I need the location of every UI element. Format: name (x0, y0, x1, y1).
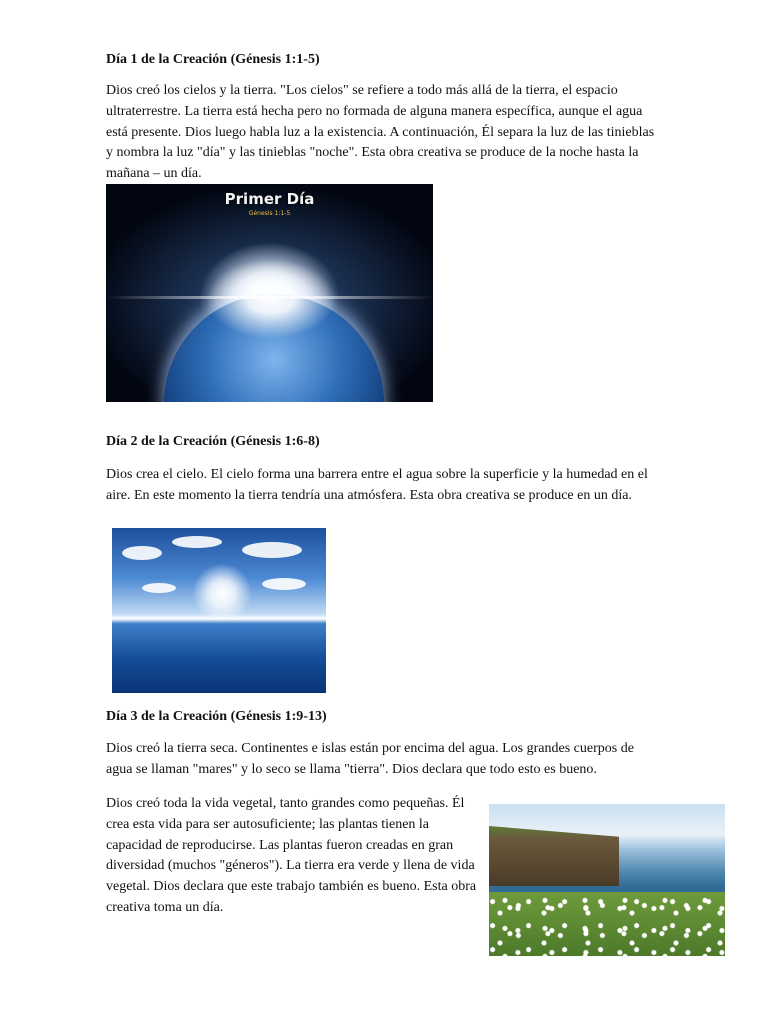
cloud (172, 536, 222, 548)
day3-image (489, 804, 725, 956)
day3-paragraph-plants: Dios creó toda la vida vegetal, tanto grandes como pequeñas. Él crea esta vida para ser autosuficiente; las plantas tienen la capacidad de reproducirse. Las plantas fueron creadas en gran diversidad (muchos "géneros"). La tierra era verde y llena de vida vegetal. Dios declara que este trabajo también es bueno. Esta obra creativa toma un día. (106, 796, 477, 915)
sun-glow (192, 563, 252, 623)
sea-cliff (489, 826, 619, 886)
day1-image-subtitle: Génesis 1:1-5 (248, 210, 291, 217)
day1-paragraph: Dios creó los cielos y la tierra. "Los cielos" se refiere a todo más allá de la tierra, el espacio ultraterrestre. La tierra está hecha pero no formada de alguna manera específica, aunque el agua está presente. Dios luego habla luz a la existencia. A continuación, Él separa la luz de las tinieblas y nombra la luz "día" y las tinieblas "noche". Esta obra creativa se produce de la noche hasta la mañana – un día. (106, 83, 655, 182)
day1-image-title: Primer Día (224, 190, 315, 208)
day1-heading: Día 1 de la Creación (Génesis 1:1-5) (106, 52, 320, 67)
day2-heading: Día 2 de la Creación (Génesis 1:6-8) (106, 434, 320, 449)
day3-paragraph: Dios creó la tierra seca. Continentes e islas están por encima del agua. Los grandes cuerpos de agua se llaman "mares" y lo seco se llama "tierra". Dios declara que todo esto es bueno. (106, 741, 634, 777)
day3-heading: Día 3 de la Creación (Génesis 1:9-13) (106, 709, 327, 724)
sunrise-flare (206, 259, 336, 339)
flower-field (489, 892, 725, 956)
cloud (242, 542, 302, 558)
day2-image (112, 528, 326, 693)
day2-paragraph: Dios crea el cielo. El cielo forma una barrera entre el agua sobre la superficie y la humedad en el aire. En este momento la tierra tendría una atmósfera. Esta obra creativa se produce en un día. (106, 467, 648, 503)
cloud (142, 583, 176, 593)
cloud (122, 546, 162, 560)
cloud (262, 578, 306, 590)
light-beam (106, 296, 433, 299)
day1-image (106, 184, 433, 402)
